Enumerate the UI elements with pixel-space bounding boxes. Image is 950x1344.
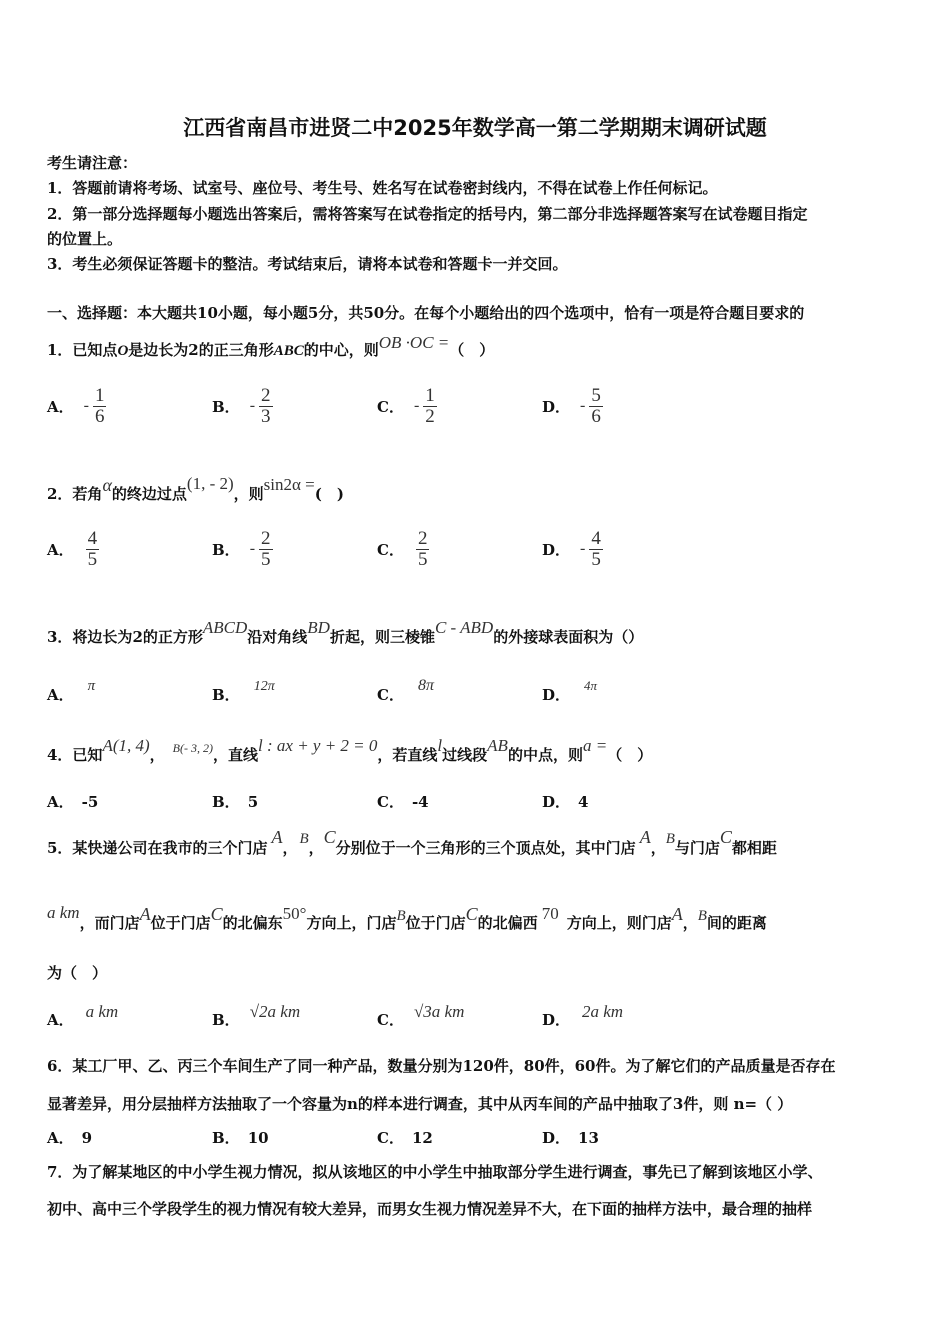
notice-item-2-cont: 的位置上。 (47, 230, 123, 248)
q3-text-d: 的外接球表面积为（） (493, 628, 644, 646)
q3-option-b-label: B． (212, 686, 240, 704)
q1-option-b-fraction: $\frac{2}{3}$ (261, 385, 271, 427)
q5-option-b-value: √2a km (249, 1002, 301, 1021)
q4-option-a-label: A． (47, 793, 74, 811)
q2-text-c: ，则 (233, 485, 264, 503)
question-5-line-1: 5．某快递公司在我市的三个门店A， B，C分别位于一个三角形的三个顶点处，其中门店A，B与门店C都相距 (47, 827, 777, 857)
q5-text-a: 5．某快递公司在我市的三个门店 (47, 839, 268, 857)
q4-text-b: ，直线 (213, 746, 259, 764)
q4-line-equation: l : ax + y + 2 = 0 (258, 736, 378, 755)
q5-option-d-label: D． (542, 1011, 571, 1029)
notice-item-3: 3．考生必须保证答题卡的整洁。考试结束后，请将本试卷和答题卡一并交回。 (47, 255, 568, 273)
q5-option-d-value: 2a km (582, 1002, 624, 1021)
q1-text-a: 1．已知点 (47, 341, 118, 359)
q1-option-a: A． - $\frac{1}{6}$ (47, 385, 105, 427)
q1-option-b: B． - $\frac{2}{3}$ (212, 385, 271, 427)
q2-option-b-fraction: $\frac{2}{5}$ (261, 528, 271, 570)
q3-option-b (212, 679, 275, 705)
q5-option-a-value: a km (85, 1002, 119, 1021)
q4-option-d-value: 4 (578, 793, 589, 811)
section-heading: 一、选择题：本大题共10小题，每小题5分，共50分。在每个小题给出的四个选项中，恰有一项是符合题目要求的 (47, 304, 805, 322)
q4-point-a: A(1, 4) (102, 736, 150, 755)
q4-text-a: 4．已知 (47, 746, 103, 764)
q4-option-d-label: D． (542, 793, 571, 811)
notice-heading: 考生请注意： (47, 154, 138, 172)
q4-option-d (542, 791, 588, 812)
q1-triangle: ABC (273, 343, 304, 359)
q2-option-c-fraction: $\frac{2}{5}$ (417, 528, 428, 570)
q4-option-b-value: 5 (247, 793, 259, 811)
question-7-line-1: 7．为了解某地区的中小学生视力情况，拟从该地区的中小学生中抽取部分学生进行调查，事先已了解到该地区小学、 (47, 1163, 823, 1181)
q6-option-d-label: D． (542, 1129, 571, 1147)
q5-angle-70: 70 (541, 904, 559, 923)
q1-option-a-fraction: $\frac{1}{6}$ (94, 385, 105, 427)
q2-text-a: 2．若角 (47, 485, 103, 503)
q5-option-c-label: C． (377, 1011, 404, 1029)
q2-option-b: B． - $\frac{2}{5}$ (212, 528, 271, 570)
q3-text-b: 沿对角线 (247, 628, 308, 646)
q3-text-c: 折起，则三棱锥 (329, 628, 435, 646)
q2-option-c-label: C． (377, 540, 404, 559)
q5-store-a: A (271, 827, 283, 847)
q5-text-f: 位于门店 (150, 914, 211, 932)
q3-option-a (47, 678, 96, 705)
question-6-line-2: 显著差异，用分层抽样方法抽取了一个容量为n的样本进行调查，其中从丙车间的产品中抽取了3件，则 n=（ ） (47, 1095, 793, 1113)
q1-expression: OB ·OC = (378, 333, 450, 352)
q3-option-d (542, 678, 598, 705)
q2-option-a-fraction: $\frac{4}{5}$ (87, 528, 98, 570)
q3-diagonal: BD (307, 618, 330, 637)
q5-option-a (47, 1002, 119, 1030)
q5-text-l: 为（ ） (47, 964, 108, 982)
q1-option-c-fraction: $\frac{1}{2}$ (425, 385, 435, 427)
q4-option-a-value: -5 (81, 793, 99, 811)
q4-comma: ， (149, 746, 165, 764)
q4-line-l: l (437, 736, 443, 755)
q2-option-a-label: A． (47, 540, 74, 559)
question-2 (47, 474, 344, 504)
q6-option-a (47, 1127, 92, 1148)
q5-store-c: C (323, 827, 336, 847)
q5-distance: a km (47, 903, 80, 922)
q4-segment: AB (487, 736, 508, 755)
question-6-line-1: 6．某工厂甲、乙、丙三个车间生产了同一种产品，数量分别为120件，80件，60件。为了解它们的产品质量是否存在 (47, 1057, 836, 1075)
q3-option-b-value: 12π (253, 679, 275, 694)
q1-option-d-label: D． (542, 397, 571, 416)
q4-expression: a = (582, 736, 608, 755)
q4-text-d: 过线段 (442, 746, 488, 764)
q4-text-e: 的中点，则 (507, 746, 583, 764)
q5-option-a-label: A． (47, 1011, 74, 1029)
q3-text-a: 3．将边长为2的正方形 (47, 628, 203, 646)
q6-option-c-value: 12 (411, 1129, 433, 1147)
q6-option-b-label: B． (212, 1129, 240, 1147)
q1-text-b: 是边长为2的正三角形 (128, 341, 274, 359)
q3-option-c-value: 8π (417, 677, 434, 694)
q3-option-d-value: 4π (584, 678, 598, 693)
q4-option-b-label: B． (212, 793, 240, 811)
q6-option-c (377, 1127, 433, 1148)
notice-item-1: 1．答题前请将考场、试室号、座位号、考生号、姓名写在试卷密封线内，不得在试卷上作任何标记。 (47, 179, 718, 197)
q3-square: ABCD (202, 618, 248, 637)
q2-option-a (47, 529, 99, 570)
q2-option-b-label: B． (212, 540, 240, 559)
q4-option-a (47, 791, 98, 812)
question-5-line-2: a km，而门店A位于门店C的北偏东50°方向上，门店B位于门店C的北偏西 70 方向上，则门店A，B间的距离 (47, 903, 767, 932)
q6-option-d (542, 1127, 599, 1148)
q5-text-c: 与门店 (674, 839, 720, 857)
q5-option-c (377, 1002, 465, 1030)
q6-option-d-value: 13 (578, 1129, 599, 1147)
q3-option-a-label: A． (47, 686, 74, 704)
q1-text-c: 的中心，则 (303, 341, 379, 359)
q1-option-d: D． - $\frac{5}{6}$ (542, 385, 601, 427)
q6-option-c-label: C． (377, 1129, 404, 1147)
q5-text-b: 分别位于一个三角形的三个顶点处，其中门店 (335, 839, 636, 857)
q2-option-c (377, 529, 429, 570)
q2-alpha: α (102, 475, 112, 495)
q2-text-b: 的终边过点 (111, 485, 187, 503)
q1-option-d-fraction: $\frac{5}{6}$ (591, 385, 601, 427)
q2-expression: sin2α = (263, 475, 315, 494)
q4-option-c-value: -4 (411, 793, 429, 811)
q1-point-o: O (117, 343, 129, 359)
q6-option-b (212, 1127, 269, 1148)
q5-text-f2: 位于门店 (405, 914, 466, 932)
q3-pyramid: C - ABD (434, 618, 494, 637)
q5-option-b (212, 1002, 301, 1030)
q4-paren: （ ） (607, 746, 653, 764)
q4-option-b (212, 791, 258, 812)
q2-paren: ( ) (314, 485, 344, 503)
q3-option-c-label: C． (377, 686, 404, 704)
q5-store-b: B (299, 831, 309, 847)
page-title: 江西省南昌市进贤二中2025年数学高一第二学期期末调研试题 (183, 116, 767, 140)
q5-text-d: 都相距 (731, 839, 777, 857)
q1-paren: （ ） (449, 341, 495, 359)
question-3 (47, 618, 644, 647)
q1-option-c-label: C． (377, 397, 404, 416)
q2-option-d-fraction: $\frac{4}{5}$ (591, 528, 601, 570)
q3-option-c (377, 677, 434, 705)
q5-text-k: 间的距离 (706, 914, 767, 932)
q1-option-b-label: B． (212, 397, 240, 416)
q6-option-a-label: A． (47, 1129, 74, 1147)
q5-text-h: 方向上，门店 (306, 914, 397, 932)
notice-item-2: 2．第一部分选择题每小题选出答案后，需将答案写在试卷指定的括号内，第二部分非选择题答案写在试卷题目指定 (47, 205, 808, 223)
q5-text-e: ，而门店 (79, 914, 140, 932)
q5-option-d (542, 1002, 624, 1030)
q5-text-i: 的北偏西 (477, 914, 538, 932)
q2-point: (1, - 2) (186, 474, 234, 493)
q6-option-b-value: 10 (247, 1129, 269, 1147)
question-1 (47, 333, 495, 360)
q2-option-d: D． - $\frac{4}{5}$ (542, 528, 601, 570)
q6-option-a-value: 9 (81, 1129, 93, 1147)
q5-angle-50: 50° (282, 904, 307, 923)
q5-option-c-value: √3a km (413, 1002, 465, 1021)
q4-option-c (377, 791, 429, 812)
q3-option-a-value: π (87, 678, 96, 694)
q3-option-d-label: D． (542, 686, 571, 704)
question-7-line-2: 初中、高中三个学段学生的视力情况有较大差异，而男女生视力情况差异不大，在下面的抽样方法中，最合理的抽样 (47, 1200, 813, 1218)
question-4 (47, 736, 653, 765)
q5-text-j: 方向上，则门店 (566, 914, 672, 932)
q4-option-c-label: C． (377, 793, 404, 811)
q1-option-a-label: A． (47, 397, 74, 416)
q2-option-d-label: D． (542, 540, 571, 559)
q1-option-c: C． - $\frac{1}{2}$ (377, 385, 435, 427)
q5-option-b-label: B． (212, 1011, 240, 1029)
q4-text-c: ，若直线 (377, 746, 438, 764)
q5-text-g: 的北偏东 (222, 914, 283, 932)
q4-point-b: B(- 3, 2) (172, 741, 213, 755)
